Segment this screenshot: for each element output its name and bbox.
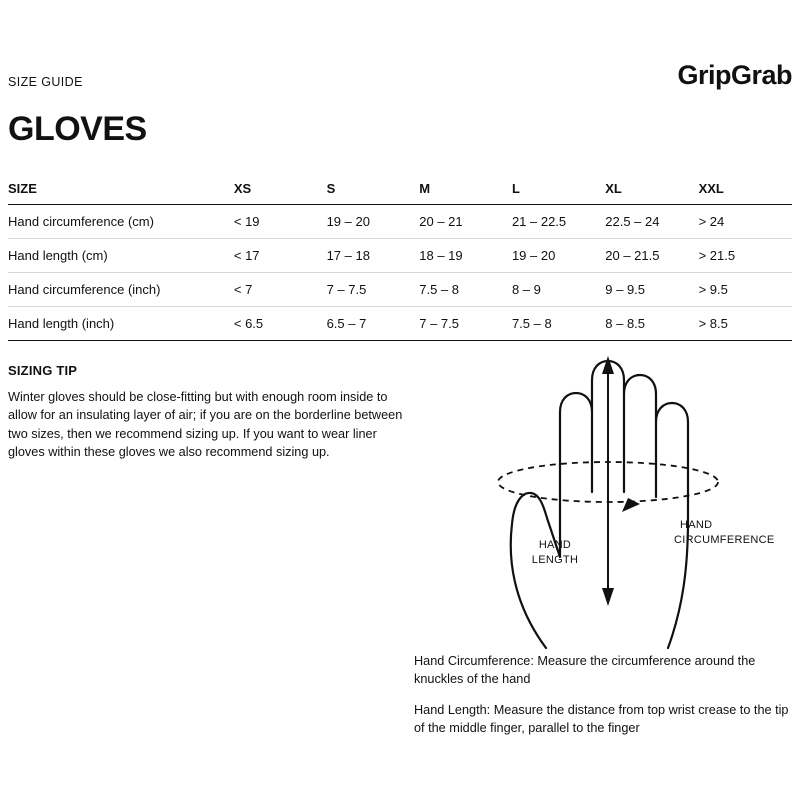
column-header-size: SIZE (8, 172, 234, 205)
cell-value: 20 – 21 (419, 205, 512, 239)
cell-value: > 9.5 (699, 273, 792, 307)
note-length: Hand Length: Measure the distance from top wrist crease to the tip of the middle finger, parallel to the finger (414, 702, 789, 736)
cell-value: > 24 (699, 205, 792, 239)
cell-value: 19 – 20 (327, 205, 420, 239)
cell-value: 7 – 7.5 (419, 307, 512, 341)
cell-value: < 6.5 (234, 307, 327, 341)
page-title: GLOVES (8, 110, 147, 148)
column-header-xl: XL (605, 172, 698, 205)
cell-value: 19 – 20 (512, 239, 605, 273)
cell-value: 8 – 9 (512, 273, 605, 307)
cell-value: 22.5 – 24 (605, 205, 698, 239)
sizing-tip-title: SIZING TIP (8, 363, 78, 378)
hand-illustration-svg (400, 352, 800, 652)
cell-value: < 17 (234, 239, 327, 273)
cell-value: 9 – 9.5 (605, 273, 698, 307)
hand-length-label-line1: HAND (538, 539, 572, 551)
cell-value: < 19 (234, 205, 327, 239)
cell-value: > 21.5 (699, 239, 792, 273)
table-row (8, 307, 792, 341)
size-table (8, 172, 792, 341)
cell-value: 7.5 – 8 (419, 273, 512, 307)
column-header-s: S (327, 172, 420, 205)
hand-outline (511, 361, 688, 648)
row-label: Hand length (inch) (8, 307, 234, 341)
hand-length-label-line2: LENGTH (531, 554, 579, 566)
column-header-xxl: XXL (699, 172, 792, 205)
column-header-l: L (512, 172, 605, 205)
row-label: Hand circumference (cm) (8, 205, 234, 239)
brand-logo: GripGrab (677, 60, 792, 90)
column-header-m: M (419, 172, 512, 205)
size-table-body (8, 205, 792, 341)
size-table-head (8, 172, 792, 205)
cell-value: 8 – 8.5 (605, 307, 698, 341)
cell-value: 17 – 18 (327, 239, 420, 273)
row-label: Hand circumference (inch) (8, 273, 234, 307)
table-row (8, 205, 792, 239)
page-header (8, 0, 792, 89)
cell-value: < 7 (234, 273, 327, 307)
table-header-row (8, 172, 792, 205)
cell-value: 18 – 19 (419, 239, 512, 273)
hand-length-arrow (602, 356, 614, 606)
cell-value: 7.5 – 8 (512, 307, 605, 341)
table-row (8, 273, 792, 307)
table-row (8, 239, 792, 273)
eyebrow-label: SIZE GUIDE (8, 75, 83, 89)
cell-value: 6.5 – 7 (327, 307, 420, 341)
column-header-xs: XS (234, 172, 327, 205)
measurement-notes (414, 652, 800, 750)
hand-circumference-label-line1: HAND (680, 519, 713, 531)
hand-measurement-diagram (400, 352, 800, 652)
row-label: Hand length (cm) (8, 239, 234, 273)
cell-value: 7 – 7.5 (327, 273, 420, 307)
cell-value: 20 – 21.5 (605, 239, 698, 273)
cell-value: 21 – 22.5 (512, 205, 605, 239)
note-circumference: Hand Circumference: Measure the circumference around the knuckles of the hand (414, 654, 756, 687)
cell-value: > 8.5 (699, 307, 792, 341)
sizing-tip-body: Winter gloves should be close-fitting but with enough room inside to allow for an insulating layer of air; if you are on the borderline between two sizes, then we recommend sizing up. If you want to wear liner gloves within these gloves we also recommend sizing up. (8, 390, 403, 460)
sizing-tip (8, 363, 408, 462)
hand-circumference-label-line2: CIRCUMFERENCE (674, 534, 775, 546)
